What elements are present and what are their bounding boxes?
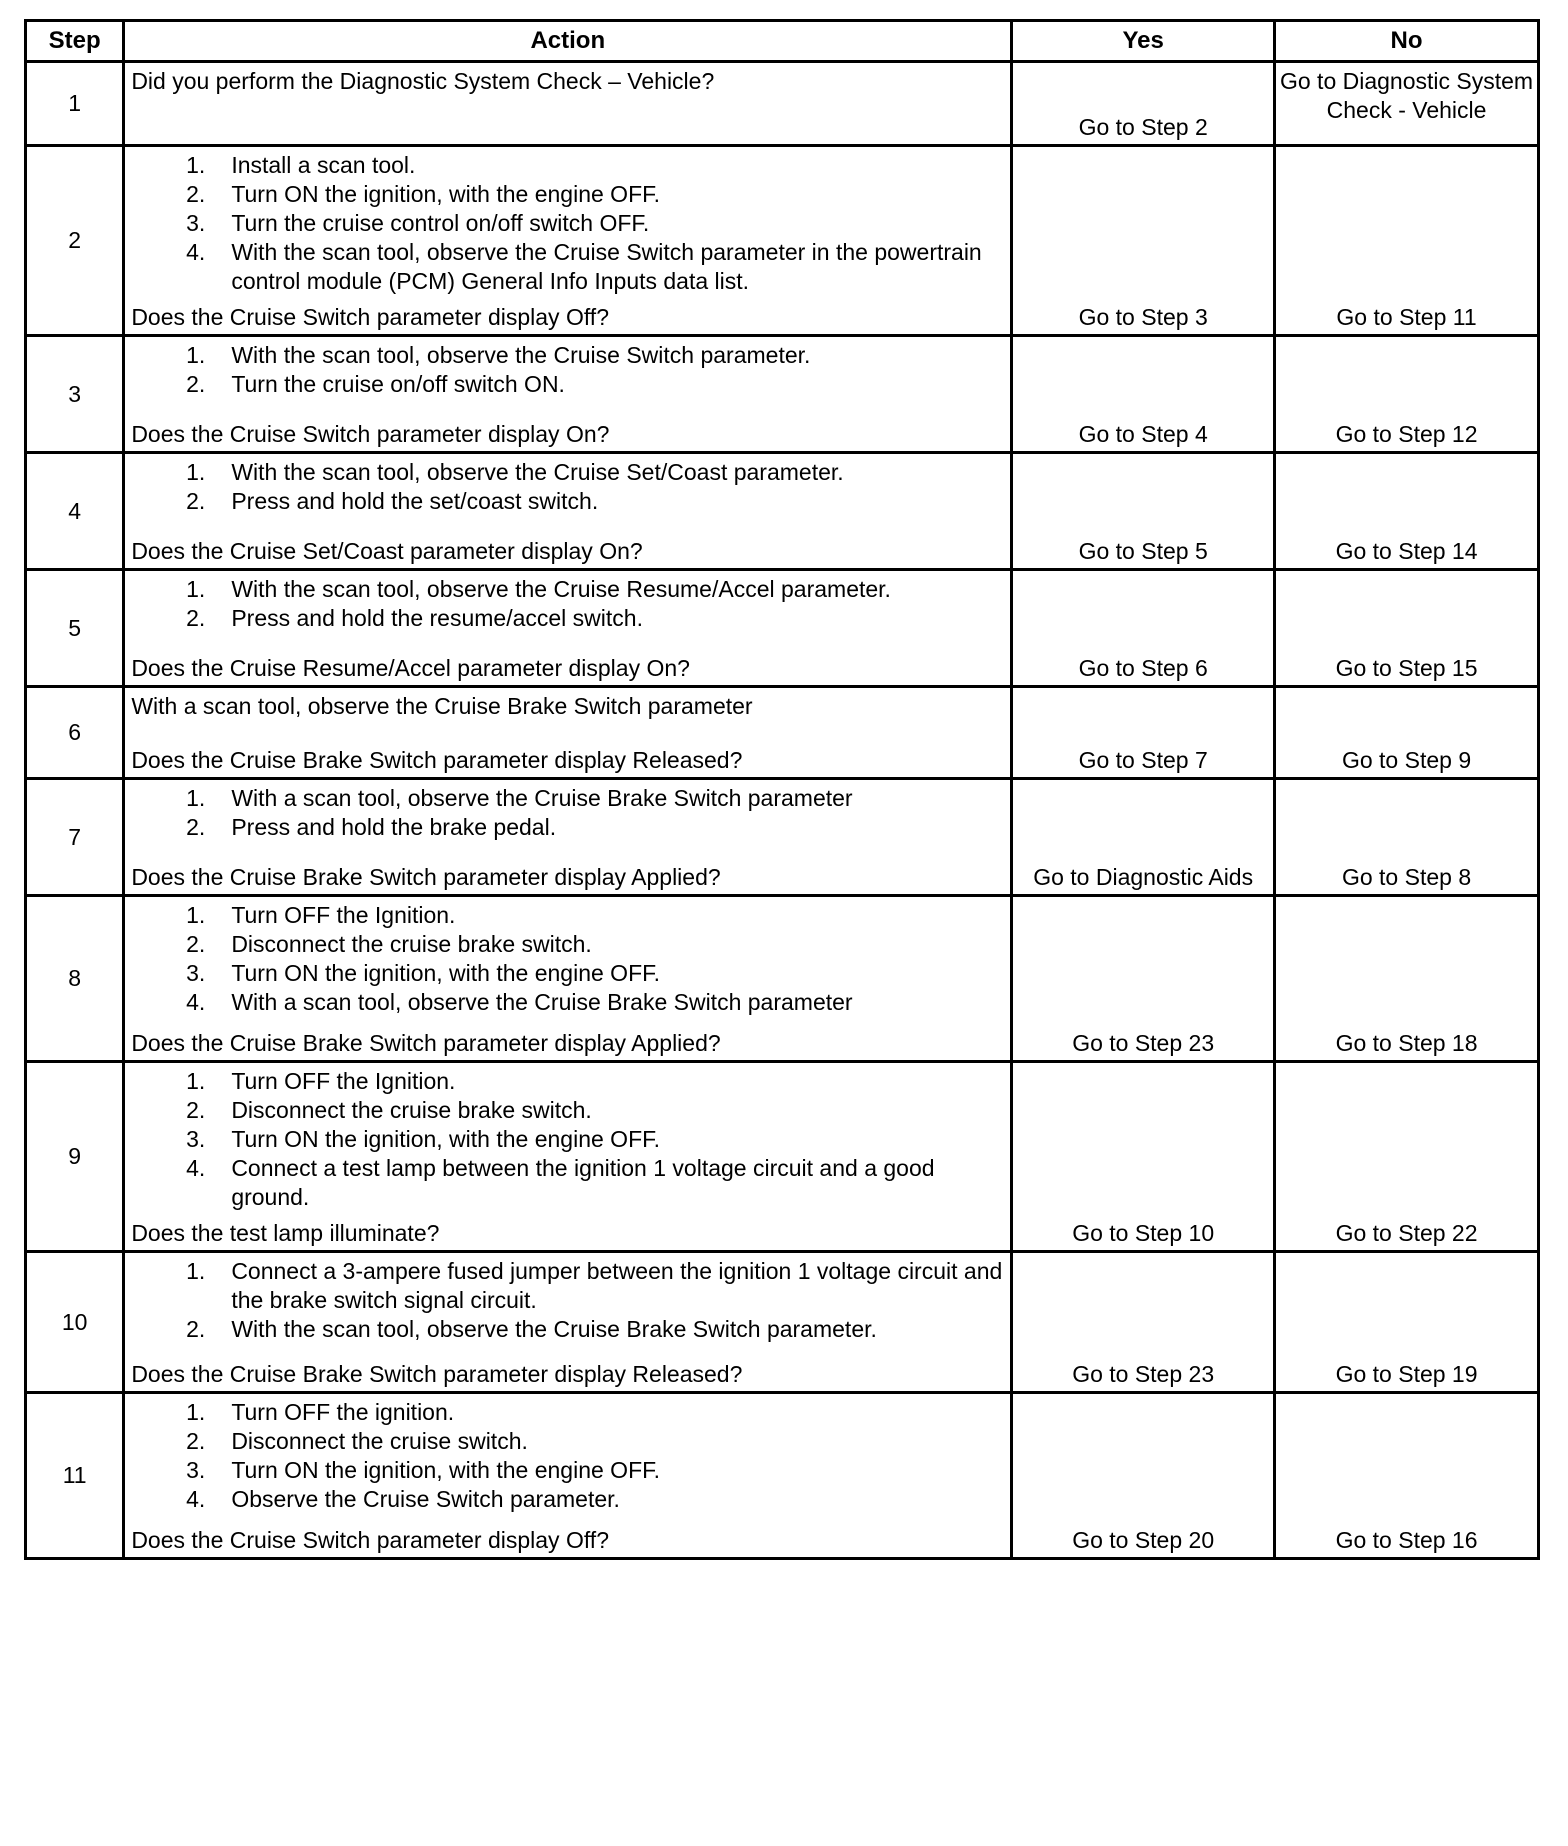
list-item-text: With the scan tool, observe the Cruise Switch parameter in the powertrain control module (PCM) General Info Inputs data list. — [231, 239, 982, 294]
yes-result: Go to Step 20 — [1012, 1393, 1275, 1559]
list-item-text: Observe the Cruise Switch parameter. — [231, 1486, 620, 1512]
list-item — [131, 1398, 1004, 1427]
list-item-text: Disconnect the cruise brake switch. — [231, 1097, 592, 1123]
step-number: 4 — [26, 453, 124, 570]
list-item-number: 1. — [186, 459, 206, 485]
list-item — [131, 370, 1004, 399]
action-cell — [124, 570, 1012, 687]
no-result: Go to Diagnostic System Check - Vehicle — [1275, 62, 1539, 146]
list-item-text: Turn ON the ignition, with the engine OFF. — [231, 1457, 661, 1483]
no-result: Go to Step 9 — [1275, 687, 1539, 779]
list-item-text: Install a scan tool. — [231, 152, 416, 178]
step-number: 11 — [26, 1393, 124, 1559]
action-cell — [124, 687, 1012, 779]
list-item-number: 2. — [186, 1428, 206, 1454]
yes-result: Go to Step 3 — [1012, 146, 1275, 336]
table-row — [26, 779, 1539, 896]
no-result: Go to Step 8 — [1275, 779, 1539, 896]
list-item-text: Turn the cruise control on/off switch OFF. — [231, 210, 650, 236]
action-steps-list — [131, 1067, 1004, 1212]
list-item — [131, 341, 1004, 370]
list-item-text: Turn ON the ignition, with the engine OFF. — [231, 960, 661, 986]
list-item-number: 3. — [186, 1126, 206, 1152]
list-item — [131, 238, 1004, 296]
list-item — [131, 1154, 1004, 1212]
list-item-number: 4. — [186, 1486, 206, 1512]
list-item — [131, 1125, 1004, 1154]
list-item — [131, 458, 1004, 487]
list-item-text: Press and hold the set/coast switch. — [231, 488, 599, 514]
yes-result: Go to Step 5 — [1012, 453, 1275, 570]
list-item-number: 1. — [186, 1068, 206, 1094]
table-row — [26, 146, 1539, 336]
yes-result: Go to Step 6 — [1012, 570, 1275, 687]
list-item — [131, 487, 1004, 516]
action-question: Does the Cruise Brake Switch parameter display Applied? — [131, 1030, 721, 1056]
action-steps-list — [131, 458, 1004, 516]
list-item-number: 2. — [186, 605, 206, 631]
no-result: Go to Step 16 — [1275, 1393, 1539, 1559]
yes-result: Go to Step 23 — [1012, 896, 1275, 1062]
list-item — [131, 784, 1004, 813]
list-item-number: 1. — [186, 785, 206, 811]
list-item-number: 2. — [186, 371, 206, 397]
list-item-number: 1. — [186, 1258, 206, 1284]
list-item — [131, 151, 1004, 180]
list-item — [131, 180, 1004, 209]
yes-result: Go to Diagnostic Aids — [1012, 779, 1275, 896]
no-result: Go to Step 14 — [1275, 453, 1539, 570]
no-result: Go to Step 12 — [1275, 336, 1539, 453]
list-item-text: With the scan tool, observe the Cruise Brake Switch parameter. — [231, 1316, 877, 1342]
list-item — [131, 988, 1004, 1017]
action-cell — [124, 1393, 1012, 1559]
list-item-text: With the scan tool, observe the Cruise Set/Coast parameter. — [231, 459, 844, 485]
action-steps-list — [131, 784, 1004, 842]
header-action: Action — [124, 21, 1012, 62]
list-item-text: Turn OFF the ignition. — [231, 1399, 455, 1425]
list-item — [131, 1315, 1004, 1344]
list-item-number: 3. — [186, 1457, 206, 1483]
list-item-text: Disconnect the cruise switch. — [231, 1428, 528, 1454]
list-item-text: Connect a test lamp between the ignition 1 voltage circuit and a good ground. — [231, 1155, 935, 1210]
no-result: Go to Step 11 — [1275, 146, 1539, 336]
action-question: Does the Cruise Switch parameter display On? — [131, 421, 610, 447]
step-number: 3 — [26, 336, 124, 453]
header-step: Step — [26, 21, 124, 62]
table-row — [26, 336, 1539, 453]
list-item-text: Turn ON the ignition, with the engine OFF. — [231, 181, 661, 207]
step-number: 5 — [26, 570, 124, 687]
action-question: Does the test lamp illuminate? — [131, 1220, 440, 1246]
list-item — [131, 930, 1004, 959]
list-item-number: 2. — [186, 1316, 206, 1342]
action-steps-list — [131, 575, 1004, 633]
action-cell — [124, 896, 1012, 1062]
action-intro: With a scan tool, observe the Cruise Brake Switch parameter — [131, 693, 753, 719]
no-result: Go to Step 22 — [1275, 1062, 1539, 1252]
table-row — [26, 1062, 1539, 1252]
action-question: Does the Cruise Brake Switch parameter display Released? — [131, 747, 743, 773]
no-result: Go to Step 19 — [1275, 1252, 1539, 1393]
action-cell — [124, 1252, 1012, 1393]
yes-result: Go to Step 2 — [1012, 62, 1275, 146]
list-item — [131, 604, 1004, 633]
action-steps-list — [131, 151, 1004, 296]
list-item-text: Press and hold the brake pedal. — [231, 814, 557, 840]
list-item-number: 2. — [186, 181, 206, 207]
yes-result: Go to Step 23 — [1012, 1252, 1275, 1393]
header-row — [26, 21, 1539, 62]
list-item — [131, 1456, 1004, 1485]
action-cell — [124, 779, 1012, 896]
action-steps-list — [131, 901, 1004, 1017]
table-row — [26, 687, 1539, 779]
step-number: 9 — [26, 1062, 124, 1252]
list-item-number: 1. — [186, 902, 206, 928]
list-item — [131, 209, 1004, 238]
action-question: Does the Cruise Switch parameter display Off? — [131, 1527, 609, 1553]
list-item — [131, 1067, 1004, 1096]
list-item — [131, 1427, 1004, 1456]
yes-result: Go to Step 7 — [1012, 687, 1275, 779]
action-question: Does the Cruise Brake Switch parameter display Released? — [131, 1361, 743, 1387]
action-cell — [124, 1062, 1012, 1252]
no-result: Go to Step 15 — [1275, 570, 1539, 687]
header-no: No — [1275, 21, 1539, 62]
action-question: Does the Cruise Resume/Accel parameter display On? — [131, 655, 690, 681]
step-number: 6 — [26, 687, 124, 779]
action-cell — [124, 62, 1012, 146]
action-question: Does the Cruise Brake Switch parameter display Applied? — [131, 864, 721, 890]
table-row — [26, 896, 1539, 1062]
list-item — [131, 1257, 1004, 1315]
action-intro: Did you perform the Diagnostic System Check – Vehicle? — [131, 68, 715, 94]
action-question: Does the Cruise Set/Coast parameter display On? — [131, 538, 643, 564]
table-row — [26, 1252, 1539, 1393]
step-number: 1 — [26, 62, 124, 146]
action-cell — [124, 146, 1012, 336]
list-item-text: Turn OFF the Ignition. — [231, 1068, 456, 1094]
yes-result: Go to Step 4 — [1012, 336, 1275, 453]
table-row — [26, 570, 1539, 687]
list-item — [131, 959, 1004, 988]
step-number: 8 — [26, 896, 124, 1062]
list-item-text: Connect a 3-ampere fused jumper between the ignition 1 voltage circuit and the brake switch signal circuit. — [231, 1258, 1003, 1313]
list-item-number: 1. — [186, 576, 206, 602]
list-item — [131, 901, 1004, 930]
step-number: 7 — [26, 779, 124, 896]
list-item-number: 4. — [186, 239, 206, 265]
list-item-text: With a scan tool, observe the Cruise Brake Switch parameter — [231, 989, 853, 1015]
no-result: Go to Step 18 — [1275, 896, 1539, 1062]
yes-result: Go to Step 10 — [1012, 1062, 1275, 1252]
diagnostic-table — [24, 19, 1540, 1560]
step-number: 10 — [26, 1252, 124, 1393]
action-cell — [124, 336, 1012, 453]
action-question: Does the Cruise Switch parameter display Off? — [131, 304, 609, 330]
header-yes: Yes — [1012, 21, 1275, 62]
action-cell — [124, 453, 1012, 570]
list-item — [131, 813, 1004, 842]
list-item-text: With the scan tool, observe the Cruise Resume/Accel parameter. — [231, 576, 891, 602]
list-item — [131, 575, 1004, 604]
step-number: 2 — [26, 146, 124, 336]
table-row — [26, 1393, 1539, 1559]
list-item — [131, 1096, 1004, 1125]
list-item-number: 1. — [186, 152, 206, 178]
list-item — [131, 1485, 1004, 1514]
list-item-number: 2. — [186, 931, 206, 957]
list-item-text: Turn the cruise on/off switch ON. — [231, 371, 565, 397]
list-item-number: 4. — [186, 1155, 206, 1181]
table-row — [26, 62, 1539, 146]
table-row — [26, 453, 1539, 570]
list-item-text: Press and hold the resume/accel switch. — [231, 605, 643, 631]
list-item-number: 2. — [186, 1097, 206, 1123]
action-steps-list — [131, 1398, 1004, 1514]
list-item-number: 3. — [186, 960, 206, 986]
list-item-text: With a scan tool, observe the Cruise Brake Switch parameter — [231, 785, 853, 811]
list-item-text: With the scan tool, observe the Cruise Switch parameter. — [231, 342, 811, 368]
action-steps-list — [131, 341, 1004, 399]
list-item-number: 1. — [186, 342, 206, 368]
list-item-text: Turn OFF the Ignition. — [231, 902, 456, 928]
action-steps-list — [131, 1257, 1004, 1344]
list-item-text: Disconnect the cruise brake switch. — [231, 931, 592, 957]
list-item-number: 4. — [186, 989, 206, 1015]
list-item-number: 3. — [186, 210, 206, 236]
list-item-number: 1. — [186, 1399, 206, 1425]
list-item-number: 2. — [186, 814, 206, 840]
list-item-text: Turn ON the ignition, with the engine OFF. — [231, 1126, 661, 1152]
list-item-number: 2. — [186, 488, 206, 514]
